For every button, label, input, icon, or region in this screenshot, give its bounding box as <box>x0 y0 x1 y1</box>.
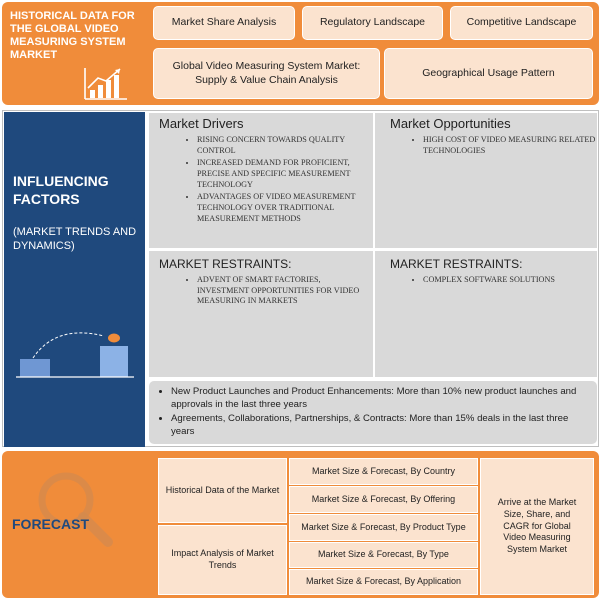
market-restraints-right-title: MARKET RESTRAINTS: <box>390 257 523 271</box>
market-restraints-left-title: MARKET RESTRAINTS: <box>159 257 292 271</box>
forecast-by-type: Market Size & Forecast, By Type <box>289 542 478 568</box>
trend-bars-illustration <box>16 326 136 380</box>
driver-item: • INCREASED DEMAND FOR PROFICIENT, PRECISE AND SPECIFIC MEASUREMENT TECHNOLOGY <box>197 158 373 190</box>
influencing-factors-panel <box>4 112 145 447</box>
influencing-factors-title: INFLUENCING FACTORS <box>13 173 109 208</box>
historical-data-title: HISTORICAL DATA FOR THE GLOBAL VIDEO MEASURING SYSTEM MARKET <box>10 10 135 61</box>
driver-item: • RISING CONCERN TOWARDS QUALITY CONTROL <box>197 135 373 156</box>
opportunity-item: • HIGH COST OF VIDEO MEASURING RELATED TECHNOLOGIES <box>423 135 597 156</box>
pill-regulatory-landscape: Regulatory Landscape <box>302 6 443 40</box>
forecast-title: FORECAST <box>12 516 89 532</box>
forecast-by-offering: Market Size & Forecast, By Offering <box>289 486 478 513</box>
influencing-factors-subtitle: (MARKET TRENDS AND DYNAMICS) <box>13 226 137 253</box>
pill-market-share-analysis: Market Share Analysis <box>153 6 295 40</box>
market-opportunities-box <box>375 113 597 248</box>
market-drivers-box <box>149 113 373 248</box>
market-opportunities-title: Market Opportunities <box>390 116 511 131</box>
development-item: • New Product Launches and Product Enhancements: More than 10% new product launches and approvals in the last three years <box>171 386 589 412</box>
development-item: • Agreements, Collaborations, Partnerships, & Contracts: More than 15% deals in the last three years <box>171 413 589 439</box>
magnifier-icon <box>30 464 130 564</box>
pill-geographical-usage: Geographical Usage Pattern <box>384 48 593 99</box>
market-restraints-right-box <box>375 251 597 377</box>
developments-box <box>149 381 597 444</box>
forecast-by-product-type: Market Size & Forecast, By Product Type <box>289 514 478 541</box>
forecast-historical-data: Historical Data of the Market <box>158 458 287 523</box>
forecast-market-size-summary: Arrive at the Market Size, Share, and CAGR for Global Video Measuring System Market <box>480 458 594 595</box>
pill-competitive-landscape: Competitive Landscape <box>450 6 593 40</box>
restraint-item: • COMPLEX SOFTWARE SOLUTIONS <box>423 275 597 286</box>
restraint-item: • ADVENT OF SMART FACTORIES, INVESTMENT OPPORTUNITIES FOR VIDEO MEASURING IN MARKETS <box>197 275 373 307</box>
market-drivers-title: Market Drivers <box>159 116 244 131</box>
pill-supply-value-chain: Global Video Measuring System Market: Supply & Value Chain Analysis <box>153 48 380 99</box>
market-restraints-left-box <box>149 251 373 377</box>
driver-item: • ADVANTAGES OF VIDEO MEASUREMENT TECHNOLOGY OVER TRADITIONAL MEASUREMENT METHODS <box>197 192 373 224</box>
forecast-impact-analysis: Impact Analysis of Market Trends <box>158 525 287 595</box>
forecast-by-country: Market Size & Forecast, By Country <box>289 458 478 485</box>
forecast-by-application: Market Size & Forecast, By Application <box>289 569 478 595</box>
growth-chart-icon <box>82 66 130 102</box>
